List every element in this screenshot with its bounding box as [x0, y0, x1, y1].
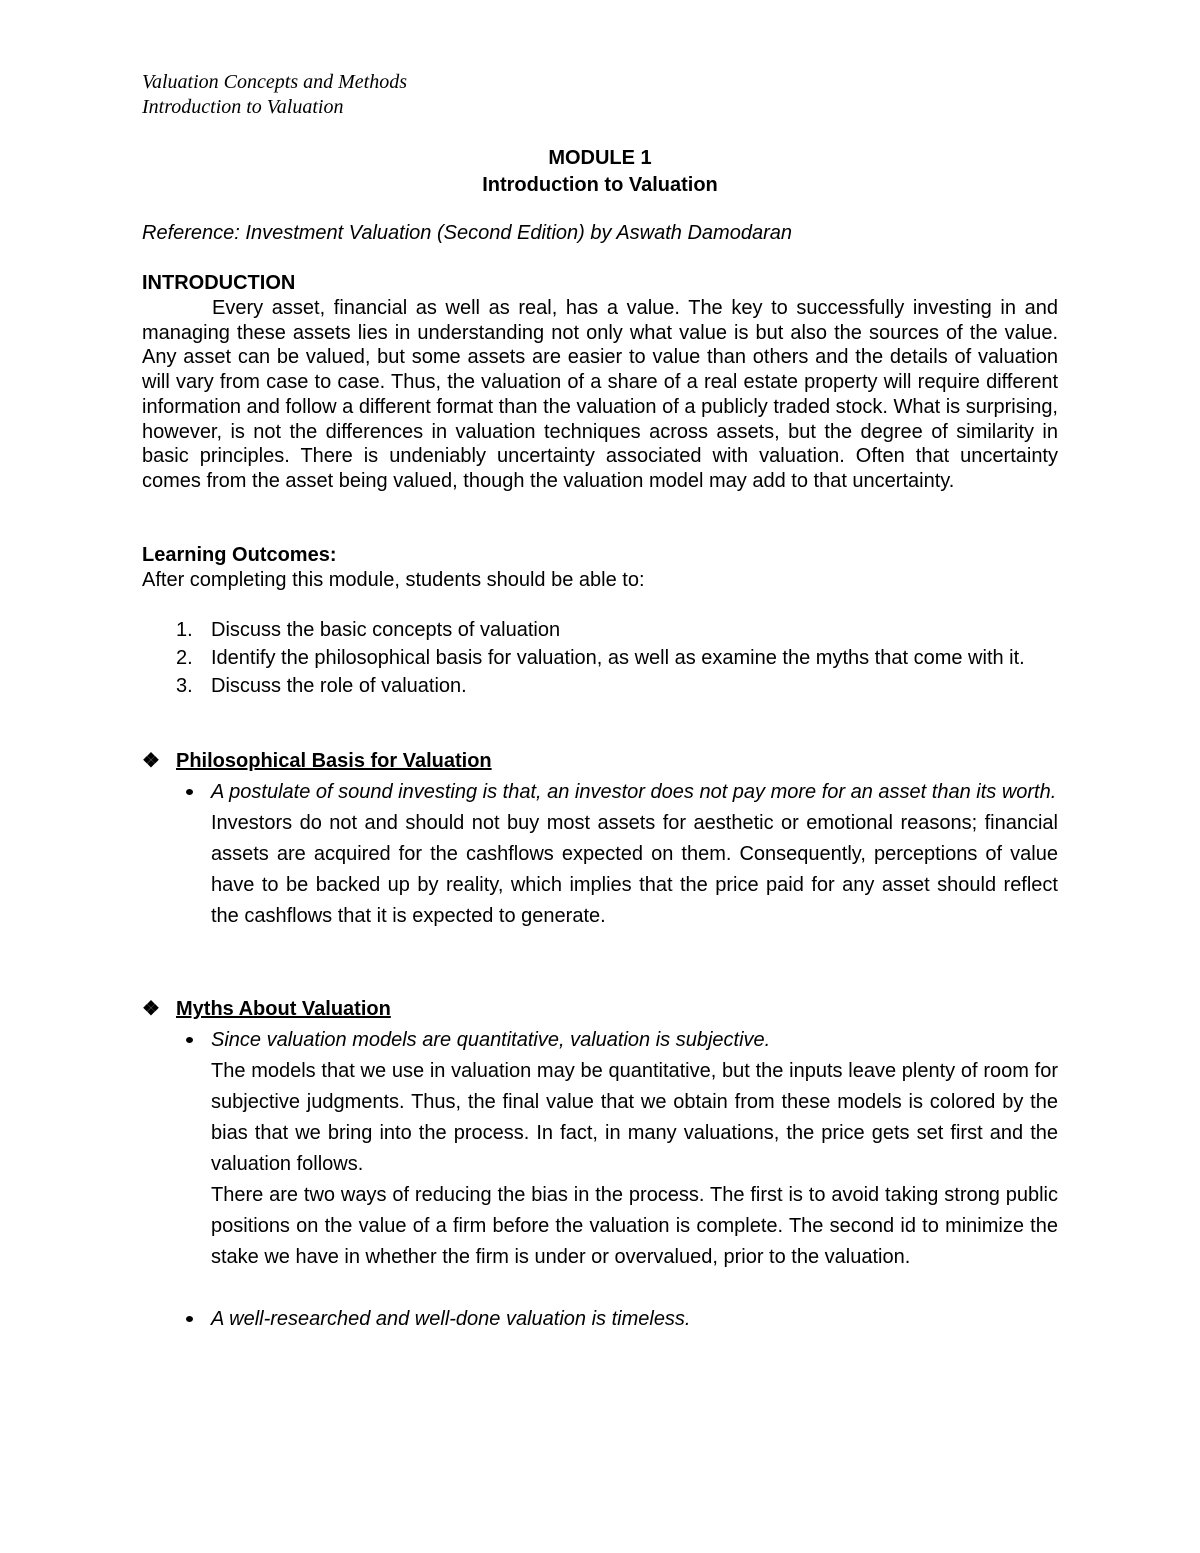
- module-title-block: [142, 145, 1058, 199]
- list-item: [142, 644, 1058, 672]
- introduction-paragraph: Every asset, financial as well as real, has a value. The key to successfully investing in and managing these assets lies in understanding not only what value is but also the sources of the value. Any asset can be valued, but some assets are easier to value than others and the details of valuation will vary from case to case. Thus, the valuation of a share of a real estate property will require different information and follow a different format than the valuation of a publicly traded stock. What is surprising, however, is not the differences in valuation techniques across assets, but the degree of similarity in basic principles. There is undeniably uncertainty associated with valuation. Often that uncertainty comes from the asset being valued, though the valuation model may add to that uncertainty.: [142, 297, 1058, 492]
- learning-outcomes-heading: Learning Outcomes:: [142, 544, 337, 566]
- running-header-topic: Introduction to Valuation: [142, 96, 344, 118]
- list-item: [142, 616, 1058, 644]
- round-bullet-icon: [186, 789, 193, 795]
- philosophical-basis-title: Philosophical Basis for Valuation: [176, 750, 492, 772]
- myths-title: Myths About Valuation: [176, 998, 391, 1020]
- myth-2-statement: A well-researched and well-done valuation is timeless.: [211, 1308, 691, 1330]
- philosophical-basis-heading: [142, 747, 1058, 775]
- learning-outcomes-lead: After completing this module, students should be able to:: [142, 569, 645, 591]
- myths-heading: [142, 995, 1058, 1023]
- list-item-text: Identify the philosophical basis for valuation, as well as examine the myths that come with it.: [211, 647, 1025, 669]
- round-bullet-icon: [186, 1316, 193, 1322]
- myth-2: [142, 1304, 1058, 1335]
- round-bullet-icon: [186, 1037, 193, 1043]
- learning-outcomes-list: [142, 616, 1058, 700]
- module-title: Introduction to Valuation: [482, 174, 718, 196]
- introduction-heading: INTRODUCTION: [142, 272, 296, 294]
- myth-1-body-2: There are two ways of reducing the bias in the process. The first is to avoid taking strong public positions on the value of a firm before the valuation is complete. The second id to minimize the stake we have in whether the firm is under or overvalued, prior to the valuation.: [211, 1184, 1058, 1268]
- philosophical-basis-body: Investors do not and should not buy most assets for aesthetic or emotional reasons; financial assets are acquired for the cashflows expected on them. Consequently, perceptions of value have to be backed up by reality, which implies that the price paid for any asset should reflect the cashflows that it is expected to generate.: [211, 812, 1058, 927]
- module-number: MODULE 1: [548, 147, 652, 169]
- philosophical-basis-point: [142, 777, 1058, 932]
- list-item-number: 3.: [176, 675, 193, 697]
- list-item-text: Discuss the basic concepts of valuation: [211, 619, 561, 641]
- reference-line: Reference: Investment Valuation (Second Edition) by Aswath Damodaran: [142, 222, 792, 244]
- list-item-number: 2.: [176, 647, 193, 669]
- myth-1-statement: Since valuation models are quantitative, valuation is subjective.: [211, 1029, 771, 1051]
- myth-1-body-1: The models that we use in valuation may be quantitative, but the inputs leave plenty of room for subjective judgments. Thus, the final value that we obtain from these models is colored by the bias that we bring into the process. In fact, in many valuations, the price gets set first and the valuation follows.: [211, 1060, 1058, 1175]
- diamond-bullet-icon: ❖: [142, 998, 160, 1020]
- list-item: [142, 672, 1058, 700]
- list-item-text: Discuss the role of valuation.: [211, 675, 467, 697]
- diamond-bullet-icon: ❖: [142, 750, 160, 772]
- philosophical-basis-statement: A postulate of sound investing is that, an investor does not pay more for an asset than its worth.: [211, 781, 1057, 803]
- running-header-course: Valuation Concepts and Methods: [142, 71, 407, 93]
- myth-1: [142, 1025, 1058, 1273]
- philosophical-basis-section: [142, 747, 1058, 932]
- running-header: [142, 70, 407, 120]
- myths-section: [142, 995, 1058, 1335]
- list-item-number: 1.: [176, 619, 193, 641]
